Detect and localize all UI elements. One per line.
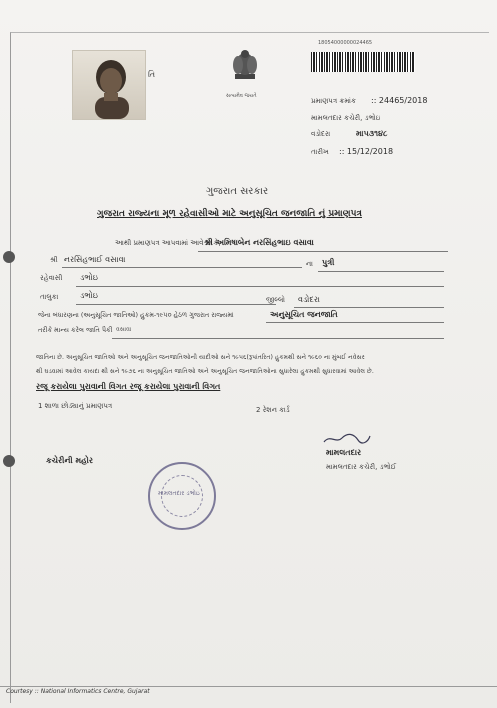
father-name: નરસિંહભાઈ વસાવા — [64, 255, 126, 264]
signature-icon — [322, 432, 372, 446]
caste-underline — [112, 338, 444, 339]
document-2: 2 રેશન કાર્ડ — [256, 406, 290, 414]
handwritten-number: માપ૩૧૪૮ — [356, 128, 388, 138]
barcode — [311, 52, 415, 72]
national-emblem-icon — [228, 44, 262, 94]
office-seal-label: કચેરીની મહોર — [46, 456, 93, 465]
photo-side-mark: તિ — [148, 70, 156, 79]
date-label: તારીખ — [311, 148, 329, 156]
certificate-number: :: 24465/2018 — [371, 96, 428, 105]
village-value: ડભોઇ — [80, 273, 98, 282]
district-value: વડોદરા — [298, 295, 320, 304]
district-label: જીલ્લો — [266, 296, 285, 304]
schedule-text: જેના બંધારણના (અનુસૂચિત જાતિઓ) હુકમ-૧૯૫૦ હેઠળ ગુજરાત રાજ્યમાં — [38, 311, 234, 319]
documents-heading: રજૂ કરાયેલા પુરાવાની વિગત રજૂ કરાયેલા પુરાવાની વિગત — [36, 382, 221, 391]
issuing-office: મામલતદાર કચેરી, ડભોઇ — [311, 114, 381, 122]
intro-text: આથી પ્રમાણપત્ર આપવામાં આવે છે કે, — [115, 239, 221, 247]
applicant-photo — [72, 50, 146, 120]
taluka-label: તાલુકા — [40, 293, 59, 301]
stamp-text: મામલતદાર ડભોઇ — [158, 490, 200, 497]
government-title: ગુજરાત સરકાર — [206, 186, 269, 197]
village-label: રહેવાસી — [40, 274, 63, 282]
issue-date: :: 15/12/2018 — [339, 147, 394, 156]
punch-hole-icon — [2, 250, 16, 264]
certificate-title: ગુજરાત રાજ્યના મૂળ રહેવાસીઓ માટે અનુસૂચિત જનજાતિ નું પ્રમાણપત્ર — [97, 209, 362, 219]
caste-label: વસાવા — [116, 326, 132, 333]
mamlatdar-title: મામલતદાર — [326, 448, 362, 457]
village-underline — [76, 286, 444, 287]
office-stamp — [148, 462, 216, 530]
relation-value: પુત્રી — [322, 258, 335, 267]
certificate-number-label: પ્રમાણપત્ર ક્રમાંક — [311, 97, 356, 105]
body-paragraph-1: જાતિના છે. અનુસૂચિત જાતિઓ અને અનુસૂચિત જનજાતિઓની યાદીઓ સને ૧૯૫૬(રૂપાંતરિત) હુકમથી સને ૧૯૬૦ ના મુંબઈ નવેસર — [36, 354, 365, 361]
person-silhouette-icon — [73, 51, 145, 119]
courtesy-text: Courtesy :: National Informatics Centre, Gujarat — [6, 688, 150, 695]
schedule-value: અનુસૂચિત જનજાતિ — [270, 310, 338, 319]
applicant-name: શ્રી અમિષાબેન નરસિંહભાઇ વસાવા — [204, 238, 314, 247]
district-underline — [294, 307, 444, 308]
father-underline — [62, 267, 302, 268]
mamlatdar-office: મામલતદાર કચેરી, ડભોઈ — [326, 463, 397, 471]
taluka-underline — [76, 304, 276, 305]
na-label: ના — [306, 260, 313, 268]
recognized-text: તરીકે માન્ય કરેલ જાતિ પૈકી — [38, 326, 113, 334]
document-1: 1 શાળા છોડ્યાનું પ્રમાણપત્ર — [38, 402, 113, 410]
taluka-value: ડભોઇ — [80, 291, 98, 300]
punch-hole-icon — [2, 454, 16, 468]
emblem-caption: સત્યમેવ જયતે — [226, 93, 257, 99]
footer-divider — [0, 686, 497, 687]
body-paragraph-2: થી ઘડવામાં આવેલ કાયદા થી સને ૧૯૭૬ ના અનુસૂચિત જાતિઓ અને અનુસૂચિત જનજાતિઓના સુધારેલા હુકમથી સુધારવામાં આવેલ છે. — [36, 368, 374, 375]
name-underline — [198, 251, 448, 252]
schedule-underline — [266, 322, 444, 323]
shri-label: શ્રી — [50, 256, 58, 264]
vadodara-label: વડોદરા — [311, 130, 331, 138]
barcode-number: 18054000000024465 — [318, 40, 373, 46]
relation-underline — [318, 271, 444, 272]
